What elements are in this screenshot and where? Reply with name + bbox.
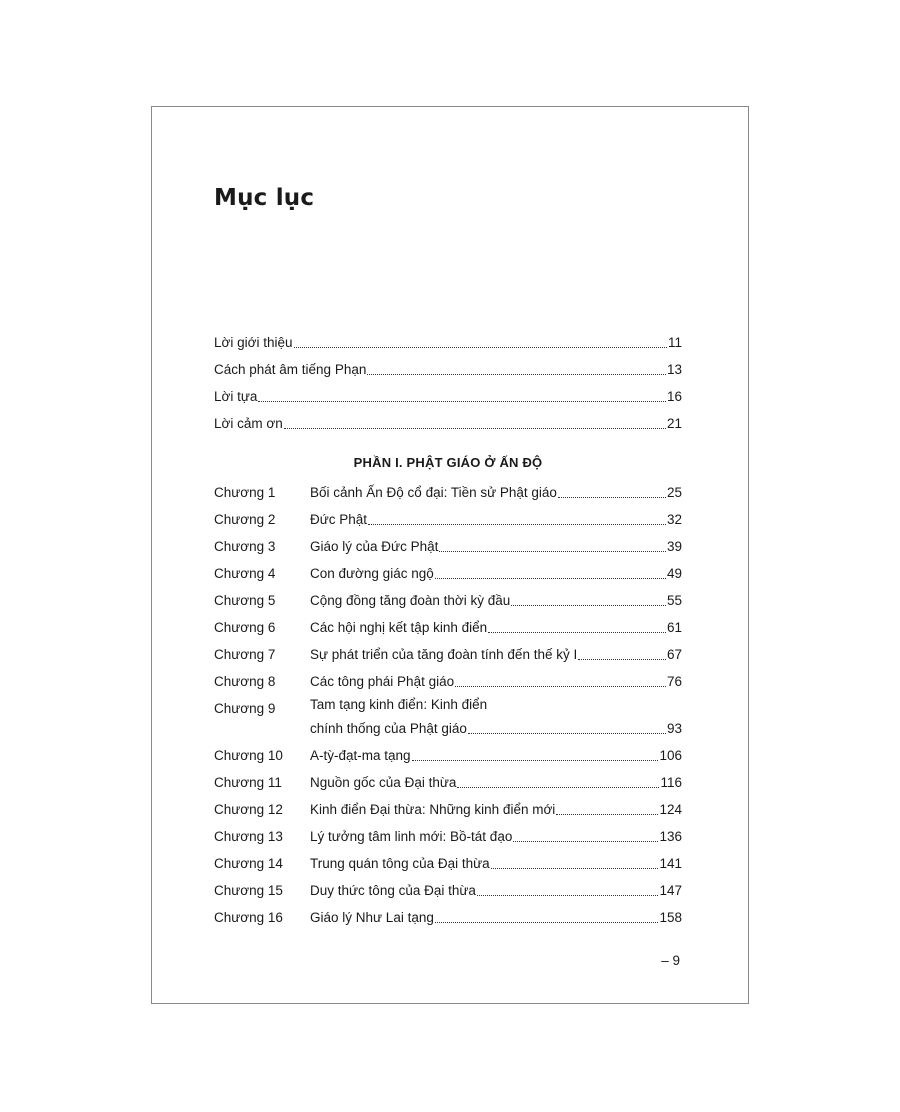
chapter-entry <box>214 904 682 931</box>
chapter-entry <box>214 823 682 850</box>
chapter-entry <box>214 506 682 533</box>
chapter-number: Chương 3 <box>214 539 276 554</box>
chapter-entry <box>214 560 682 587</box>
book-page <box>151 106 749 1004</box>
part-heading: PHẦN I. PHẬT GIÁO Ở ẤN ĐỘ <box>353 455 543 470</box>
chapter-page: 136 <box>659 829 682 844</box>
chapter-title-line2: chính thống của Phật giáo <box>310 721 467 736</box>
chapter-number: Chương 15 <box>214 883 283 898</box>
chapter-page: 55 <box>666 593 682 608</box>
chapter-entry <box>214 533 682 560</box>
chapter-title: Giáo lý Như Lai tạng <box>310 910 434 925</box>
dot-leader <box>258 400 666 402</box>
chapter-title: Các tông phái Phật giáo <box>310 674 455 689</box>
chapter-number: Chương 7 <box>214 647 276 662</box>
chapter-title: Giáo lý của Đức Phật <box>310 539 439 554</box>
chapter-title: Đức Phật <box>310 512 368 527</box>
chapter-page: 93 <box>666 721 682 736</box>
dot-leader <box>294 346 667 348</box>
chapter-page: 124 <box>659 802 682 817</box>
chapter-title: Nguồn gốc của Đại thừa <box>310 775 457 790</box>
dot-leader <box>439 550 666 552</box>
chapter-entry <box>214 587 682 614</box>
chapter-page: 67 <box>666 647 682 662</box>
chapter-page: 116 <box>660 775 682 790</box>
chapter-page: 39 <box>666 539 682 554</box>
chapter-title: Cộng đồng tăng đoàn thời kỳ đầu <box>310 593 511 608</box>
toc-entry-label: Lời cảm ơn <box>214 416 283 431</box>
chapter-entry <box>214 479 682 506</box>
chapter-page: 141 <box>659 856 682 871</box>
page-number: – 9 <box>661 953 680 968</box>
chapter-title: Các hội nghị kết tập kinh điển <box>310 620 488 635</box>
chapter-number: Chương 1 <box>214 485 276 500</box>
chapter-page: 25 <box>666 485 682 500</box>
chapter-entry <box>214 668 682 695</box>
chapter-number: Chương 12 <box>214 802 283 817</box>
chapter-number: Chương 16 <box>214 910 283 925</box>
chapter-page: 49 <box>666 566 682 581</box>
chapter-number: Chương 11 <box>214 775 282 790</box>
dot-leader <box>367 373 666 375</box>
chapter-title: Tam tạng kinh điển: Kinh điển <box>310 697 488 712</box>
dot-leader <box>457 786 659 788</box>
dot-leader <box>435 577 666 579</box>
chapter-page: 32 <box>666 512 682 527</box>
chapter-page: 147 <box>659 883 682 898</box>
dot-leader <box>513 840 658 842</box>
page-title: Mục lục <box>214 185 315 211</box>
dot-leader <box>435 921 659 923</box>
chapter-title: A-tỳ-đạt-ma tạng <box>310 748 411 763</box>
chapter-title: Kinh điển Đại thừa: Những kinh điển mới <box>310 802 556 817</box>
chapter-entry <box>214 850 682 877</box>
toc-entry <box>214 383 682 410</box>
chapter-entry <box>214 695 682 742</box>
chapter-title: Con đường giác ngộ <box>310 566 434 581</box>
chapter-list <box>214 479 682 931</box>
dot-leader <box>578 658 666 660</box>
toc-entry-label: Lời tựa <box>214 389 258 404</box>
toc-entry-page: 16 <box>666 389 682 404</box>
dot-leader <box>412 759 659 761</box>
dot-leader <box>558 496 666 498</box>
dot-leader <box>455 685 666 687</box>
chapter-page: 61 <box>666 620 682 635</box>
toc-entry-label: Cách phát âm tiếng Phạn <box>214 362 367 377</box>
chapter-entry <box>214 796 682 823</box>
chapter-title: Trung quán tông của Đại thừa <box>310 856 490 871</box>
chapter-page: 106 <box>659 748 682 763</box>
dot-leader <box>491 867 659 869</box>
chapter-title: Sự phát triển của tăng đoàn tính đến thế kỷ I <box>310 647 578 662</box>
toc-entry-page: 13 <box>666 362 682 377</box>
dot-leader <box>284 427 666 429</box>
toc-entry <box>214 410 682 437</box>
chapter-number: Chương 5 <box>214 593 276 608</box>
dot-leader <box>368 523 666 525</box>
chapter-entry <box>214 877 682 904</box>
front-matter-list <box>214 329 682 437</box>
chapter-entry <box>214 641 682 668</box>
chapter-entry <box>214 769 682 796</box>
chapter-number: Chương 10 <box>214 748 283 763</box>
dot-leader <box>477 894 659 896</box>
chapter-title: Lý tưởng tâm linh mới: Bồ-tát đạo <box>310 829 513 844</box>
toc-entry-page: 11 <box>667 335 682 350</box>
dot-leader <box>468 732 666 734</box>
chapter-number: Chương 9 <box>214 701 276 716</box>
chapter-entry <box>214 742 682 769</box>
toc-entry-label: Lời giới thiệu <box>214 335 293 350</box>
toc-entry <box>214 356 682 383</box>
toc-entry-page: 21 <box>666 416 682 431</box>
chapter-number: Chương 14 <box>214 856 283 871</box>
dot-leader <box>556 813 658 815</box>
chapter-title: Duy thức tông của Đại thừa <box>310 883 476 898</box>
chapter-title: Bối cảnh Ấn Độ cổ đại: Tiền sử Phật giáo <box>310 485 557 500</box>
dot-leader <box>511 604 666 606</box>
chapter-number: Chương 2 <box>214 512 276 527</box>
dot-leader <box>488 631 666 633</box>
chapter-number: Chương 13 <box>214 829 283 844</box>
chapter-number: Chương 6 <box>214 620 276 635</box>
chapter-entry <box>214 614 682 641</box>
toc-entry <box>214 329 682 356</box>
chapter-page: 158 <box>659 910 682 925</box>
chapter-number: Chương 4 <box>214 566 276 581</box>
chapter-number: Chương 8 <box>214 674 276 689</box>
chapter-page: 76 <box>666 674 682 689</box>
